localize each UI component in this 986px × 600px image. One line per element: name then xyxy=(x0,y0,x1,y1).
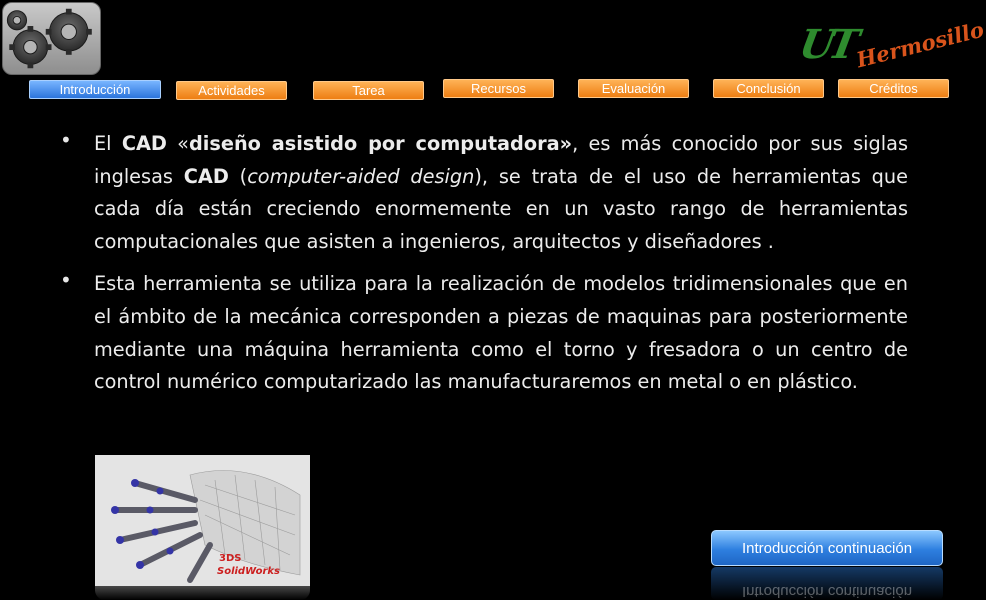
paragraph-cad-usage: Esta herramienta se utiliza para la realización de modelos tridimensionales que en el ámbito de la mecánica corresponden a piezas de maquinas para posteriormente mediante una máquina herramienta como el torno y fresadora o un centro de control numérico computarizado las manufacturaremos en metal o en plástico. xyxy=(94,272,908,394)
main-content xyxy=(60,128,908,409)
image-reflection xyxy=(95,586,310,600)
robotic-hand-image xyxy=(95,455,310,586)
nav-tab-introduccion[interactable]: Introducción xyxy=(29,80,161,99)
bullet-icon: • xyxy=(60,128,72,152)
gear-logo xyxy=(2,2,101,75)
svg-text:SolidWorks: SolidWorks xyxy=(217,566,280,577)
nav-tab-creditos[interactable]: Créditos xyxy=(838,79,949,98)
gear-icon xyxy=(7,11,88,65)
nav-tab-actividades[interactable]: Actividades xyxy=(176,81,287,100)
list-item xyxy=(60,128,908,258)
ut-hermosillo-logo xyxy=(795,14,986,74)
top-navigation xyxy=(0,78,960,100)
paragraph-cad-definition: El CAD «diseño asistido por computadora», es más conocido por sus siglas inglesas CAD (computer-aided design), se trata de el uso de herramientas que cada día están creciendo enormemente en un vasto rango de herramientas computacionales que asisten a ingenieros, arquitectos y diseñadores . xyxy=(94,132,908,253)
brand-prefix: UT xyxy=(795,20,857,68)
next-page-button[interactable]: Introducción continuación xyxy=(711,530,943,566)
nav-tab-tarea[interactable]: Tarea xyxy=(313,81,424,100)
brand-name: Hermosillo xyxy=(853,16,986,72)
nav-tab-conclusion[interactable]: Conclusión xyxy=(713,79,824,98)
button-reflection: Introducción continuación xyxy=(711,567,943,600)
svg-text:3DS: 3DS xyxy=(219,553,242,564)
nav-tab-evaluacion[interactable]: Evaluación xyxy=(578,79,689,98)
nav-tab-recursos[interactable]: Recursos xyxy=(443,79,554,98)
list-item xyxy=(60,268,908,398)
bullet-icon: • xyxy=(60,268,72,293)
